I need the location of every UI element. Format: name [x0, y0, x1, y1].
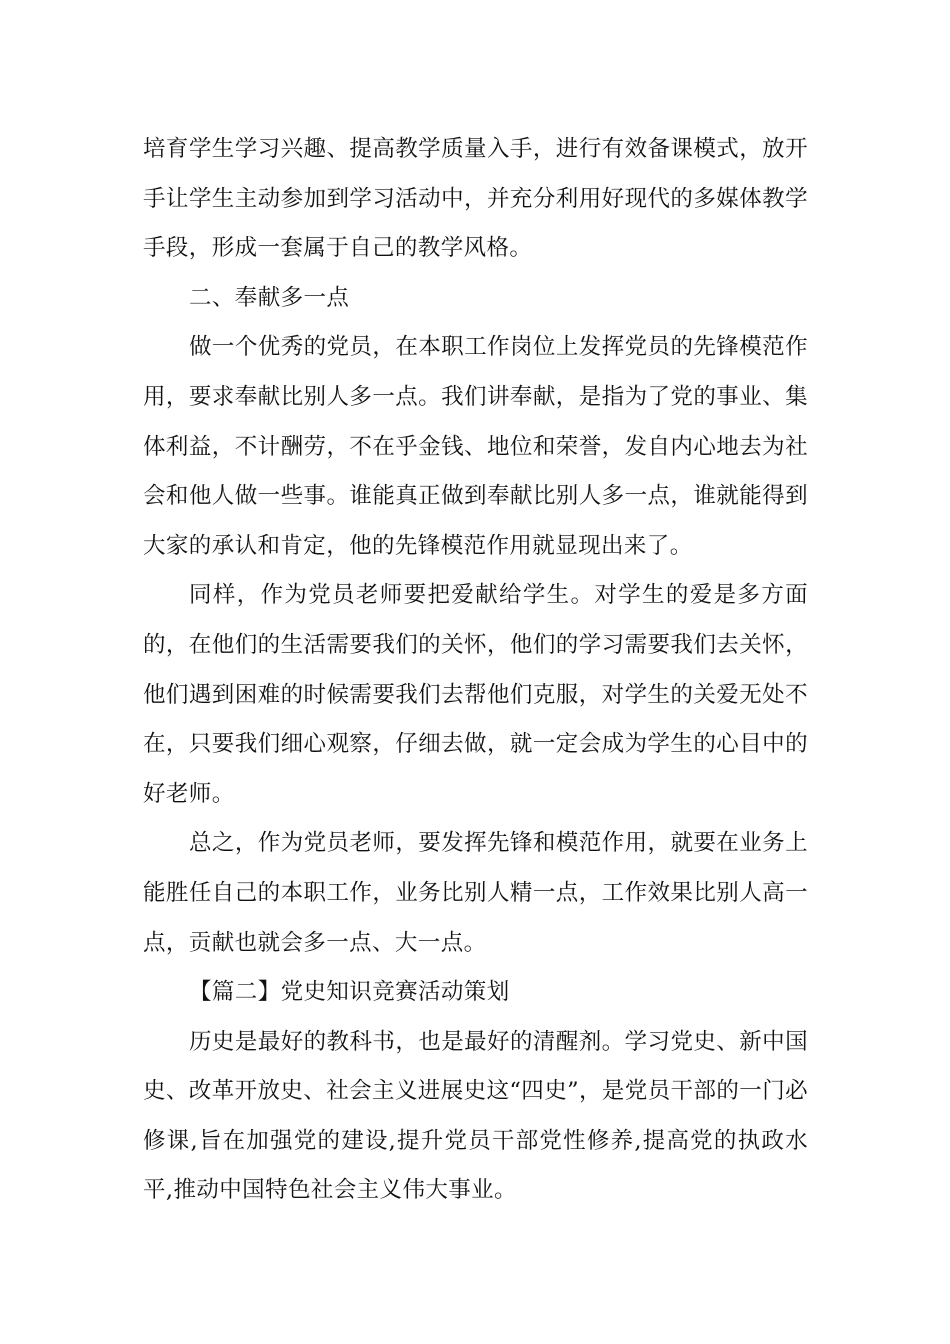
document-body — [143, 125, 808, 1216]
paragraph-dedication-1: 做一个优秀的党员，在本职工作岗位上发挥党员的先锋模范作用，要求奉献比别人多一点。我们讲奉献，是指为了党的事业、集体利益，不计酬劳，不在乎金钱、地位和荣誉，发自内心地去为社会和他人做一些事。谁能真正做到奉献比别人多一点，谁就能得到大家的承认和肯定，他的先锋模范作用就显现出来了。 — [143, 334, 808, 559]
paragraph-continuation: 培育学生学习兴趣、提高教学质量入手，进行有效备课模式，放开手让学生主动参加到学习活动中，并充分利用好现代的多媒体教学手段，形成一套属于自己的教学风格。 — [143, 136, 808, 262]
section-heading-dedication: 二、奉献多一点 — [189, 284, 350, 311]
paragraph-history-intro: 历史是最好的教科书，也是最好的清醒剂。学习党史、新中国史、改革开放史、社会主义进展史这“四史”，是党员干部的一门必修课,旨在加强党的建设,提升党员干部党性修养,提高党的执政水平,推动中国特色社会主义伟大事业。 — [143, 1028, 809, 1204]
article-heading-part-two: 【篇二】党史知识竞赛活动策划 — [189, 979, 510, 1006]
paragraph-dedication-2: 同样，作为党员老师要把爱献给学生。对学生的爱是多方面的，在他们的生活需要我们的关怀，他们的学习需要我们去关怀，他们遇到困难的时候需要我们去帮他们克服，对学生的关爱无处不在，只要我们细心观察，仔细去做，就一定会成为学生的心目中的好老师。 — [143, 582, 808, 807]
paragraph-conclusion: 总之，作为党员老师，要发挥先锋和模范作用，就要在业务上能胜任自己的本职工作，业务比别人精一点，工作效果比别人高一点，贡献也就会多一点、大一点。 — [143, 830, 808, 956]
